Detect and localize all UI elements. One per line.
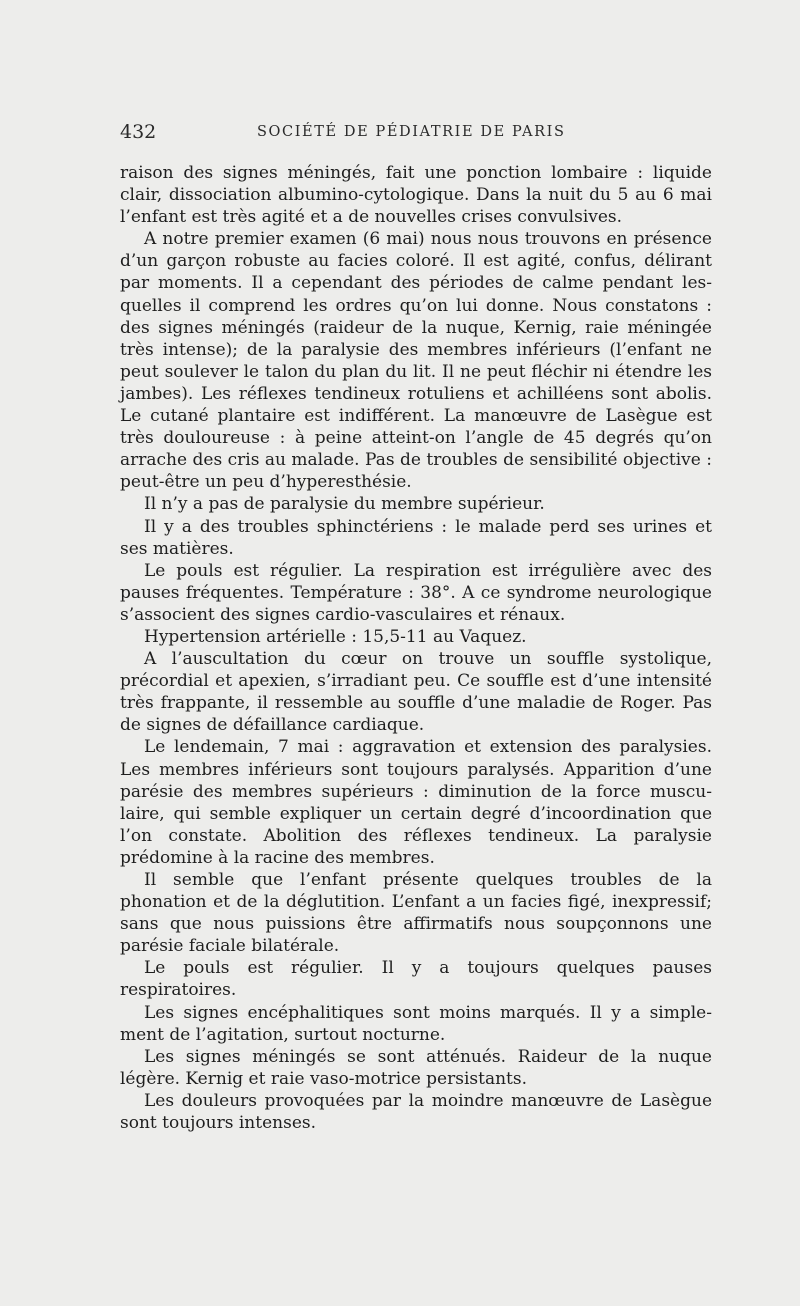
page-header xyxy=(120,121,712,143)
page-number: 432 xyxy=(120,121,157,143)
paragraph: A notre premier examen (6 mai) nous nous trouvons en présence d’un garçon robuste au facies coloré. Il est agité, confus, délirant par moments. Il a cependant des périodes de calme pendant lesquelles il comprend les ordres qu’on lui donne. Nous constatons : des signes méningés (raideur de la nuque, Kernig, raie méningée très intense); de la paralysie des membres inférieurs (l’enfant ne peut soulever le talon du plan du lit. Il ne peut fléchir ni étendre les jambes). Les réflexes tendineux rotuliens et achilléens sont abolis. Le cutané plantaire est indifférent. La manœuvre de Lasègue est très douloureuse : à peine atteint-on l’angle de 45 degrés qu’on arrache des cris au malade. Pas de troubles de sensibilité objective : peut-être un peu d’hyperesthésie. xyxy=(120,229,712,493)
paragraph: Il n’y a pas de paralysie du membre supérieur. xyxy=(144,494,545,515)
body-text xyxy=(120,162,712,1134)
paragraph: Il semble que l’enfant présente quelques troubles de la phonation et de la déglutition. L’enfant a un facies figé, inexpressif; sans que nous puissions être affirmatifs nous soupçonnons une parésie faciale bilatérale. xyxy=(120,870,712,957)
paragraph: Les signes méningés se sont atténués. Raideur de la nuque légère. Kernig et raie vaso-motrice persistants. xyxy=(120,1046,712,1089)
paragraph: Les signes encéphalitiques sont moins marqués. Il y a simplement de l’agitation, surtout nocturne. xyxy=(120,1002,712,1045)
running-title: SOCIÉTÉ DE PÉDIATRIE DE PARIS xyxy=(257,124,566,140)
paragraph: Hypertension artérielle : 15,5-11 au Vaquez. xyxy=(144,626,527,647)
paragraph: Les douleurs provoquées par la moindre manœuvre de Lasègue sont toujours intenses. xyxy=(120,1090,712,1134)
paragraph: Le lendemain, 7 mai : aggravation et extension des paralysies. Les membres inférieurs sont toujours paralysés. Apparition d’une parésie des membres supérieurs : diminution de la force musculaire, qui semble expliquer un certain degré d’incoordination que l’on constate. Abolition des réflexes tendineux. La paralysie prédomine à la racine des membres. xyxy=(120,737,712,868)
paragraph: Le pouls est régulier. Il y a toujours quelques pauses respiratoires. xyxy=(120,958,712,1001)
paragraph: raison des signes méningés, fait une ponction lombaire : liquide clair, dissociation albumino-cytologique. Dans la nuit du 5 au 6 mai l’enfant est très agité et a de nouvelles crises convulsives. xyxy=(120,163,712,228)
paragraph: A l’auscultation du cœur on trouve un souffle systolique, précordial et apexien, s’irradiant peu. Ce souffle est d’une intensité très frappante, il ressemble au souffle d’une maladie de Roger. Pas de signes de défaillance cardiaque. xyxy=(120,649,712,736)
paragraph: Il y a des troubles sphinctériens : le malade perd ses urines et ses matières. xyxy=(120,516,712,559)
paragraph: Le pouls est régulier. La respiration est irrégulière avec des pauses fréquentes. Température : 38°. A ce syndrome neurologique s’associent des signes cardio-vasculaires et rénaux. xyxy=(120,560,712,625)
